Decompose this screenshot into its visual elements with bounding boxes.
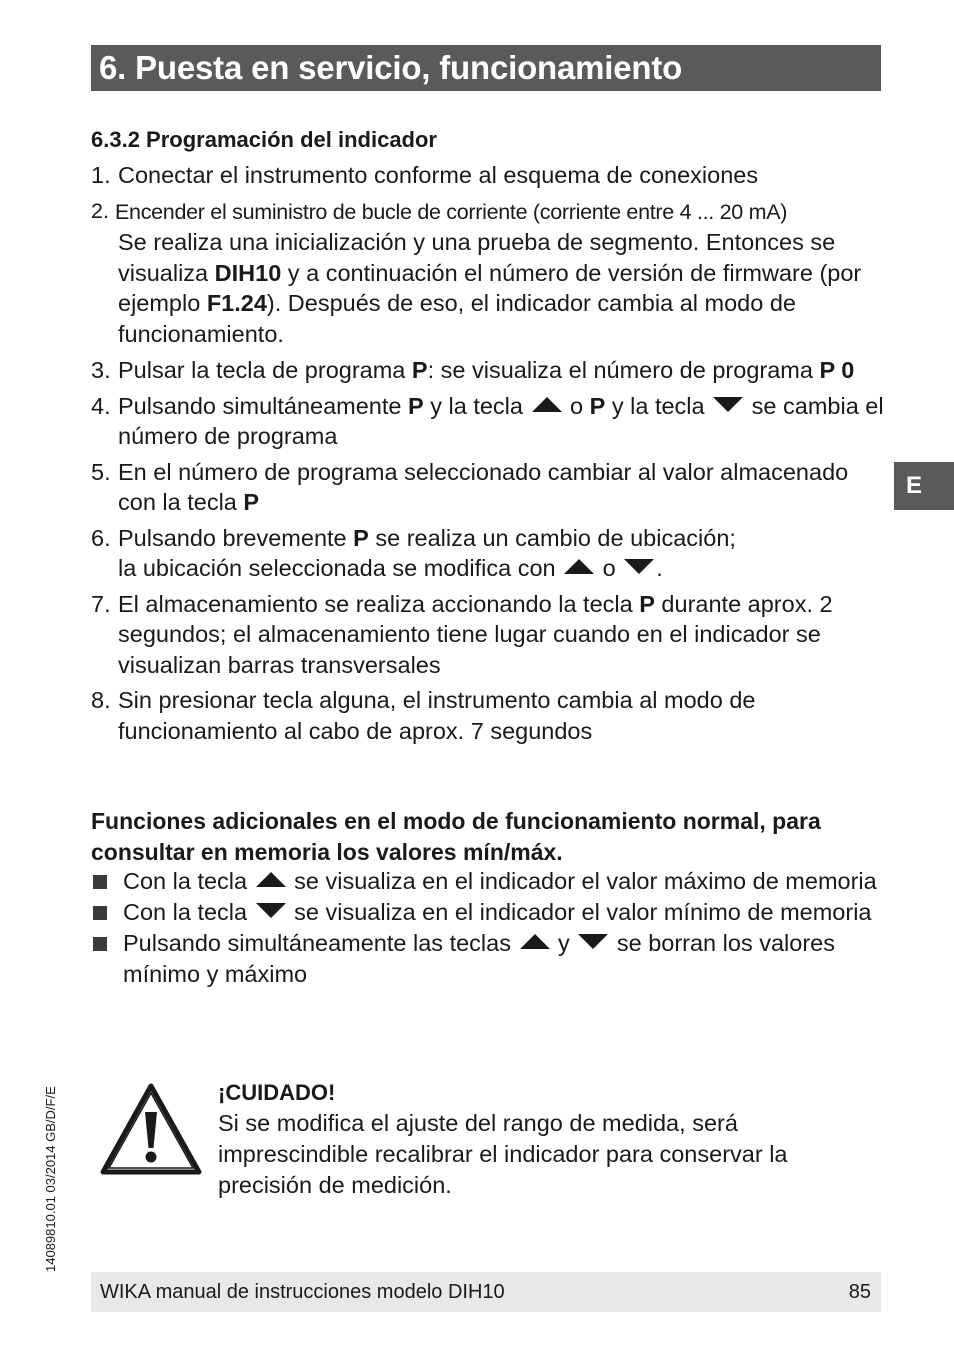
emphasis: P (408, 392, 424, 419)
step-text: y la tecla (423, 392, 530, 419)
caution-text: Si se modifica el ajuste del rango de medida, será imprescindible recalibrar el indicador para conservar la precisión de medición. (218, 1110, 788, 1198)
step-number: 3. (91, 357, 111, 383)
step-8 (91, 685, 891, 746)
step-number: 1. (91, 162, 111, 188)
step-text: En el número de programa seleccionado cambiar al valor almacenado con la tecla (118, 458, 849, 515)
step-number: 7. (91, 590, 111, 617)
page-number: 85 (848, 1281, 871, 1303)
square-bullet-icon (93, 906, 107, 920)
step-number: 2. (91, 198, 109, 223)
step-text: se cambia el número de programa (118, 392, 884, 449)
arrow-up-icon (532, 397, 562, 412)
arrow-down-icon (713, 397, 743, 412)
step-text: la ubicación seleccionada se modifica con (118, 555, 563, 581)
step-text: Conectar el instrumento conforme al esquema de conexiones (118, 162, 759, 188)
emphasis: P (353, 524, 369, 551)
section-title: 6.3.2 Programación del indicador (91, 127, 437, 152)
bullet-item-reset (91, 928, 891, 990)
step-number: 4. (91, 392, 111, 419)
language-tab: E (894, 462, 954, 510)
emphasis: P (243, 489, 260, 515)
arrow-up-icon (520, 934, 550, 949)
arrow-up-icon (564, 559, 594, 574)
step-text: durante aprox. 2 segundos; el almacenamiento tiene lugar cuando en el indicador se visualizan barras transversales (118, 590, 833, 678)
arrow-down-icon (578, 934, 608, 949)
arrow-down-icon (624, 559, 654, 574)
step-5 (91, 457, 891, 518)
warning-icon (99, 1082, 203, 1176)
step-text: El almacenamiento se realiza accionando la tecla (118, 590, 640, 617)
bullet-text: Pulsando simultáneamente las teclas (123, 930, 518, 956)
step-list (91, 160, 891, 751)
arrow-down-icon (256, 903, 286, 918)
step-text: Se realiza una inicialización y una prueba de segmento. Entonces se visualiza (118, 229, 836, 286)
footer-title: WIKA manual de instrucciones modelo DIH10 (100, 1281, 505, 1303)
caution-block (218, 1077, 878, 1201)
step-text: : se visualiza el número de programa (427, 357, 820, 383)
step-first-line: Encender el suministro de bucle de corriente (corriente entre 4 ... 20 mA) (115, 199, 788, 224)
step-number: 8. (91, 687, 111, 713)
emphasis: P (639, 590, 655, 617)
bullet-item-min (91, 897, 891, 928)
step-text: o (563, 392, 590, 419)
bullet-text: y (551, 930, 577, 956)
bullet-text: se visualiza en el indicador el valor máximo de memoria (287, 868, 877, 894)
step-text: Pulsando simultáneamente (118, 392, 409, 419)
step-text: ). Después de eso, el indicador cambia al modo de funcionamiento. (118, 290, 796, 347)
step-7 (91, 589, 891, 681)
bullet-text: se borran los valores mínimo y máximo (123, 930, 835, 987)
bullet-text: Con la tecla (123, 868, 254, 894)
step-1 (91, 160, 891, 191)
chapter-title: 6. Puesta en servicio, funcionamiento (91, 45, 881, 91)
arrow-up-icon (256, 872, 286, 887)
step-2 (91, 196, 891, 350)
step-text: se realiza un cambio de ubicación; (368, 524, 736, 551)
step-text: Pulsar la tecla de programa (118, 357, 412, 383)
step-6 (91, 523, 891, 584)
emphasis: P (411, 357, 428, 383)
step-text: o (596, 555, 623, 581)
step-text: y a continuación el número de versión de firmware (por ejemplo (118, 259, 862, 316)
document-code: 14089810.01 03/2014 GB/D/F/E (43, 1086, 58, 1272)
step-number: 5. (91, 458, 111, 485)
step-text: Sin presionar tecla alguna, el instrumento cambia al modo de funcionamiento al cabo de aprox. 7 segundos (118, 687, 756, 744)
step-text: Pulsando brevemente (118, 524, 354, 551)
square-bullet-icon (93, 875, 107, 889)
bullet-text: Con la tecla (123, 899, 254, 925)
page-footer (91, 1272, 881, 1312)
emphasis: P (589, 392, 606, 419)
step-4 (91, 391, 891, 452)
additional-functions-heading: Funciones adicionales en el modo de funcionamiento normal, para consultar en memoria los valores mín/máx. (91, 808, 821, 865)
emphasis: DIH10 (214, 259, 282, 286)
bullet-item-max (91, 866, 891, 897)
step-3 (91, 355, 891, 386)
emphasis: P 0 (819, 357, 855, 383)
bullet-list (91, 866, 891, 990)
emphasis: F1.24 (206, 290, 267, 316)
step-number: 6. (91, 524, 111, 551)
caution-title: ¡CUIDADO! (218, 1080, 336, 1105)
step-text: y la tecla (605, 392, 712, 419)
step-text: . (656, 555, 663, 581)
bullet-text: se visualiza en el indicador el valor mínimo de memoria (287, 899, 872, 925)
square-bullet-icon (93, 937, 107, 951)
